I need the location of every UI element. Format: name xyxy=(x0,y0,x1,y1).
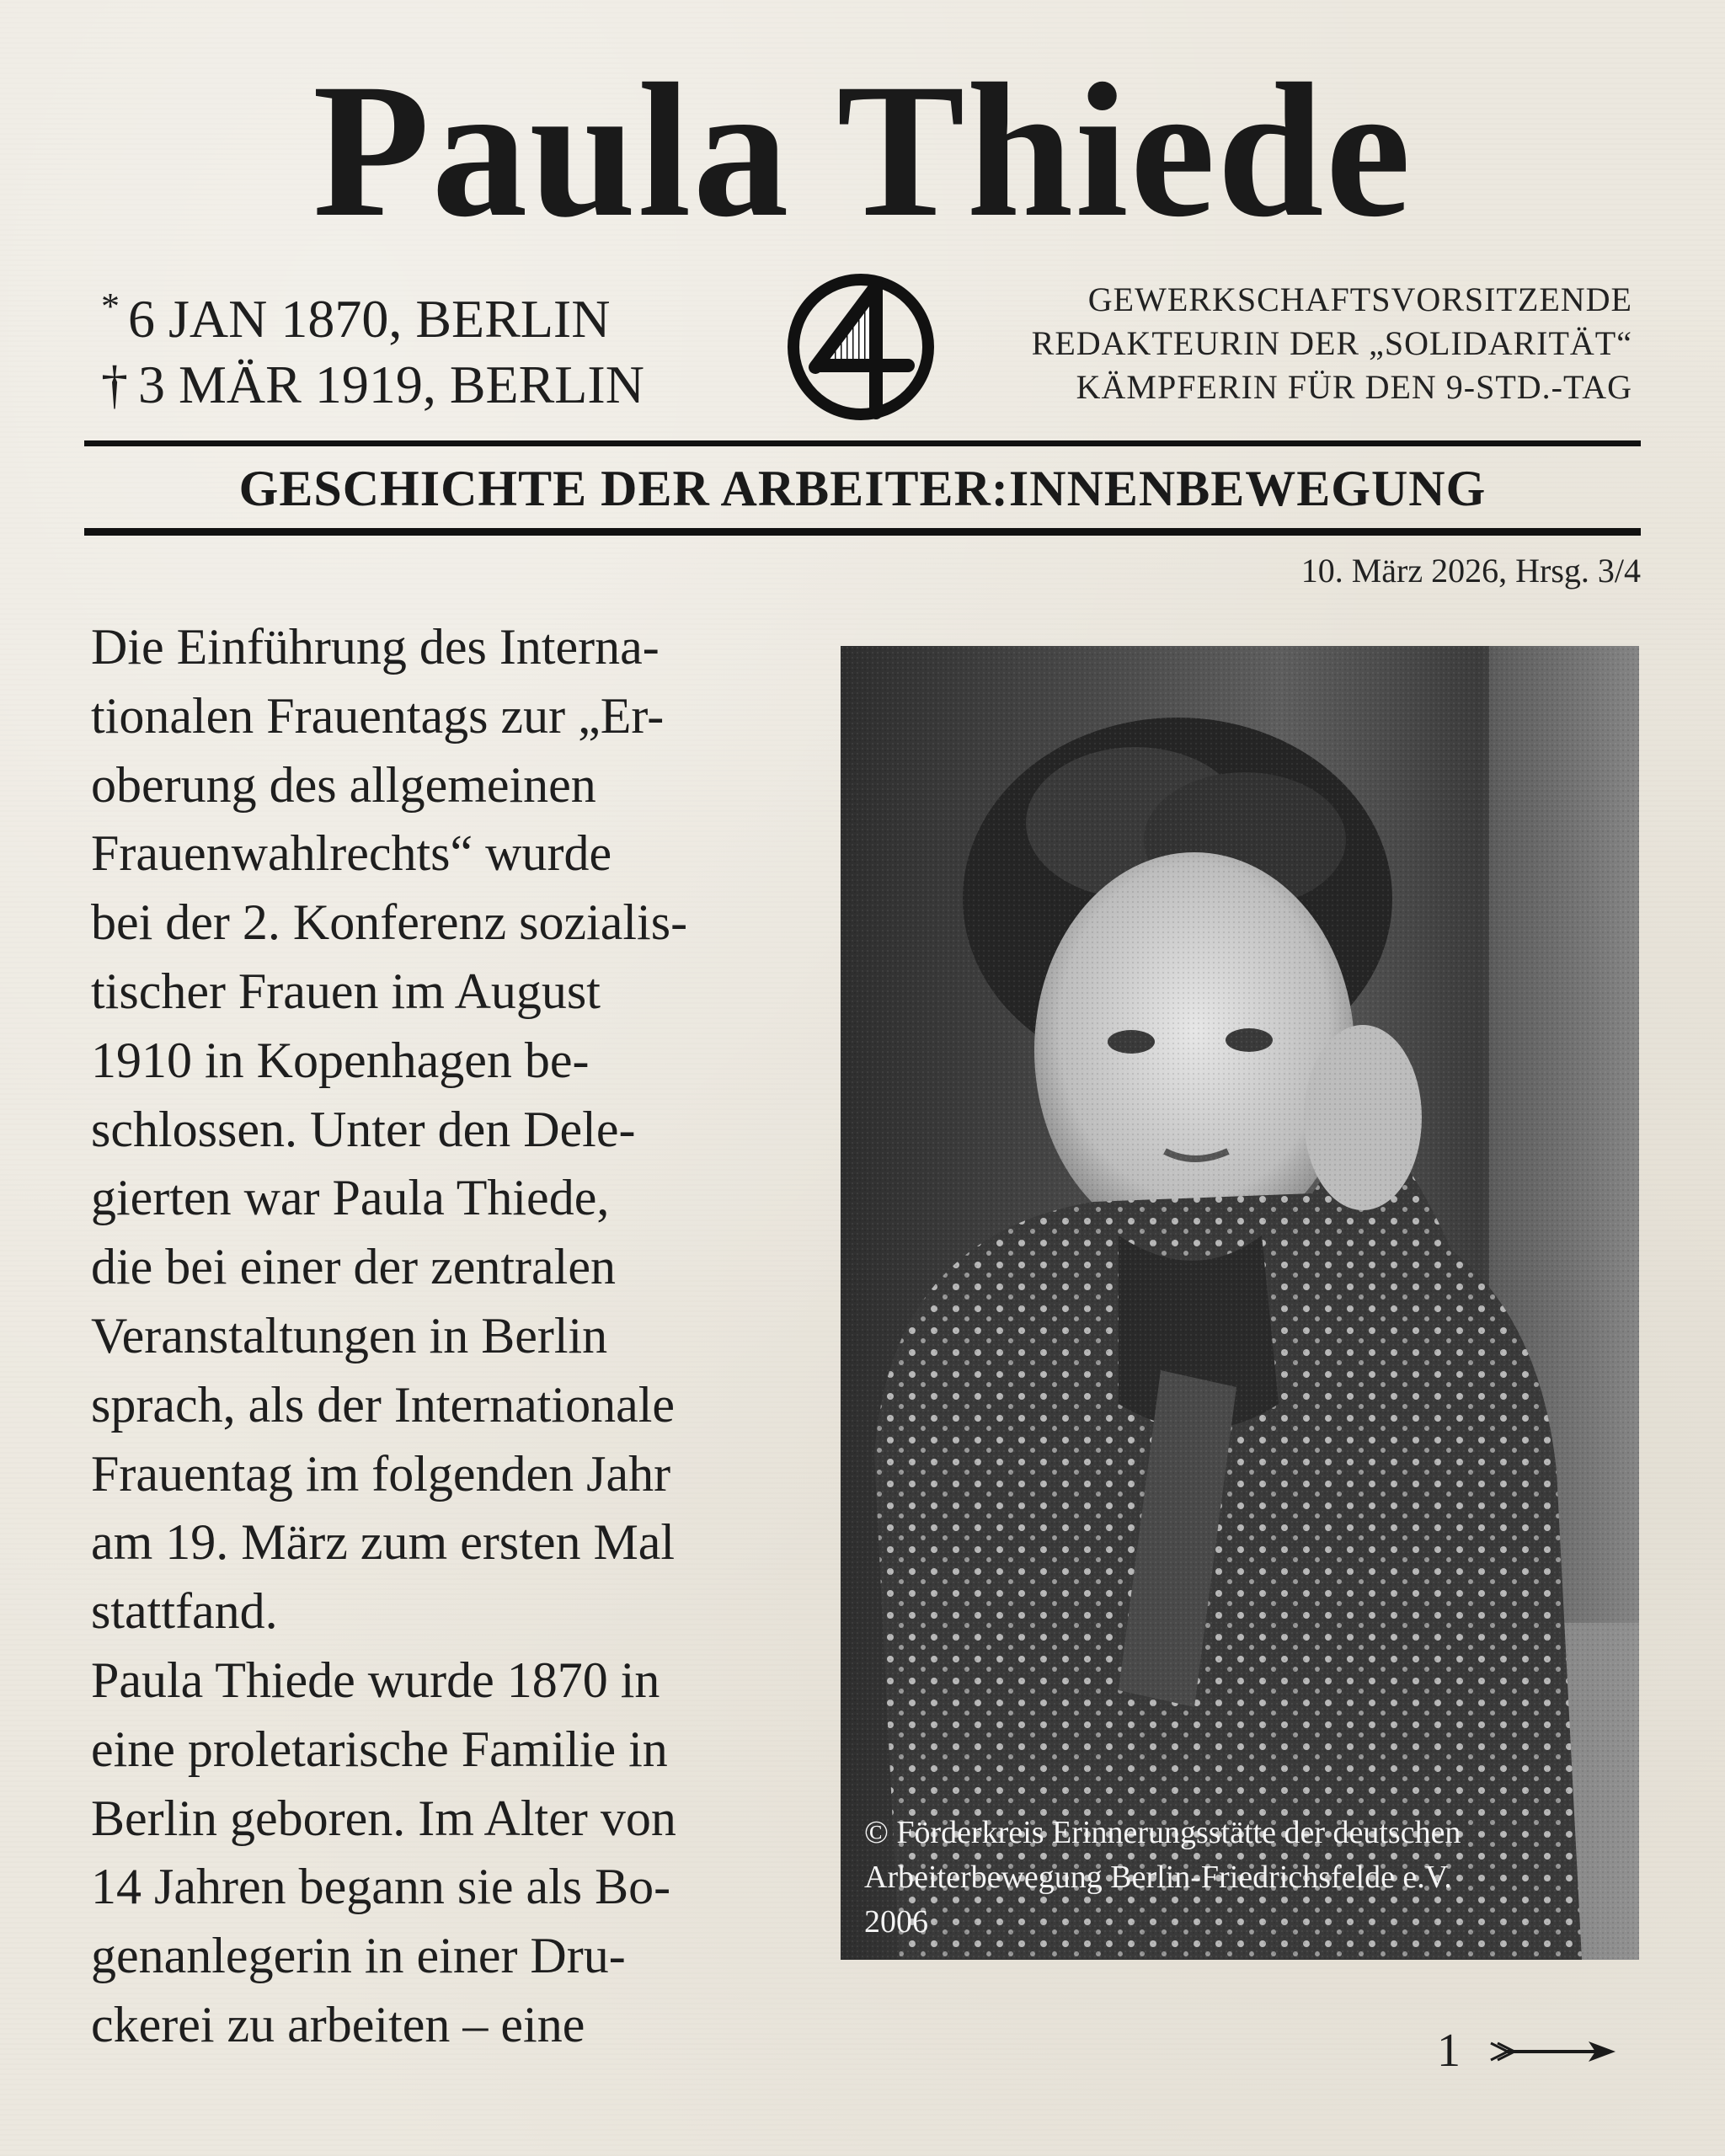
article-line: Die Einführung des Interna- xyxy=(91,619,660,675)
article-line: oberung des allgemeinen xyxy=(91,756,596,813)
circled-four-icon xyxy=(782,268,940,426)
arrow-right-icon[interactable] xyxy=(1489,2036,1616,2067)
article-line: Frauentag im folgenden Jahr xyxy=(91,1445,671,1502)
article-line: schlossen. Unter den Dele- xyxy=(91,1101,636,1157)
caption-line: Arbeiterbewegung Berlin-Friedrichsfelde e.V. xyxy=(864,1860,1452,1895)
caption-line: © Förderkreis Erinnerungsstätte der deutschen xyxy=(864,1815,1461,1850)
page-number: 1 xyxy=(1437,2025,1461,2077)
article-line: Berlin geboren. Im Alter von xyxy=(91,1790,676,1846)
article-line: Paula Thiede wurde 1870 in xyxy=(91,1652,660,1708)
portrait-photo xyxy=(841,646,1639,1960)
article-line: tionalen Frauentags zur „Er- xyxy=(91,687,665,744)
birth-line xyxy=(101,286,644,352)
article-line: ckerei zu arbeiten – eine xyxy=(91,1996,585,2052)
article-line: Frauenwahlrechts“ wurde xyxy=(91,825,612,882)
article-line: Veranstaltungen in Berlin xyxy=(91,1307,608,1364)
birth-symbol: * xyxy=(101,285,120,327)
article-line: die bei einer der zentralen xyxy=(91,1239,616,1295)
birth-date: 6 JAN 1870, BERLIN xyxy=(128,289,611,349)
article-line: gierten war Paula Thiede, xyxy=(91,1170,610,1226)
bottom-divider xyxy=(84,528,1641,536)
death-symbol: † xyxy=(101,355,128,414)
role-item: KÄMPFERIN FÜR DEN 9-STD.-TAG xyxy=(1076,368,1632,406)
article-line: eine proletarische Familie in xyxy=(91,1721,668,1777)
article-line: am 19. März zum ersten Mal xyxy=(91,1514,676,1571)
role-item: REDAKTEURIN DER „SOLIDARITÄT“ xyxy=(1031,324,1632,362)
photo-caption xyxy=(864,1811,1622,1945)
death-line xyxy=(101,352,644,418)
top-divider xyxy=(84,440,1641,446)
edition-info: 10. März 2026, Hrsg. 3/4 xyxy=(1300,552,1641,590)
death-date: 3 MÄR 1919, BERLIN xyxy=(138,355,644,414)
caption-line: 2006 xyxy=(864,1904,928,1940)
article-line: bei der 2. Konferenz sozialis- xyxy=(91,894,688,951)
article-line: sprach, als der Internationale xyxy=(91,1376,676,1433)
article-line: tischer Frauen im August xyxy=(91,963,601,1019)
page-title: Paula Thiede xyxy=(312,45,1413,257)
section-heading: GESCHICHTE DER ARBEITER:INNENBEWEGUNG xyxy=(238,461,1487,516)
roles-list xyxy=(1032,278,1632,409)
article-body xyxy=(91,613,815,2060)
role-item: GEWERKSCHAFTSVORSITZENDE xyxy=(1087,280,1632,318)
portrait-illustration xyxy=(841,646,1639,1960)
life-dates xyxy=(101,286,644,418)
article-line: 1910 in Kopenhagen be- xyxy=(91,1032,590,1088)
article-line: genanlegerin in einer Dru- xyxy=(91,1928,626,1984)
article-line: stattfand. xyxy=(91,1583,278,1640)
article-line: 14 Jahren begann sie als Bo- xyxy=(91,1859,671,1915)
